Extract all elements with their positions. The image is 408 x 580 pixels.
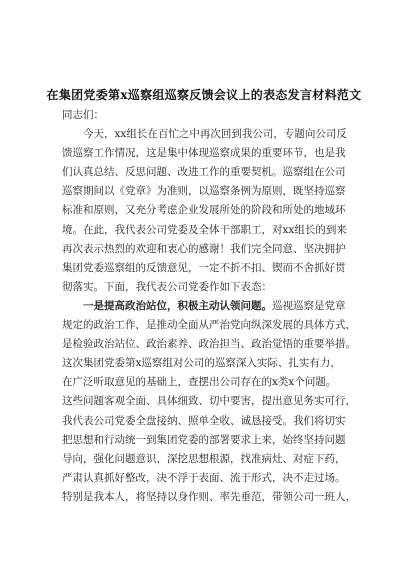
paragraph-line: 我代表公司党委全盘接纳、照单全收、诚恳接受。我们将切实 [62, 414, 346, 427]
document-title: 在集团党委第x巡察组巡察反馈会议上的表态发言材料范文 [46, 88, 362, 102]
paragraph-line: 规定的政治工作，是推动全面从严治党向纵深发展的具体方式， [62, 319, 356, 332]
heading-continuation: 巡视巡察是党章 [272, 299, 346, 312]
salutation: 同志们： [62, 109, 104, 121]
paragraph-line: 这次集团党委第x巡察组对公司的巡察深入实际、扎实有力， [62, 357, 341, 370]
paragraph-line: 集团党委巡察组的反馈意见，一定不折不扣、锲而不舍抓好贯 [62, 261, 346, 274]
paragraph-line: 是检验政治站位、政治素养、政治担当、政治觉悟的重要举措。 [62, 338, 356, 351]
paragraph-line: 今天，xx组长在百忙之中再次回到我公司，专题向公司反 [83, 128, 347, 141]
paragraph-line: 把思想和行动统一到集团党委的部署要求上来，始终坚持问题 [62, 433, 346, 446]
paragraph-line: 标准和原则，又充分考虑企业发展所处的阶段和所处的地域环 [62, 204, 346, 217]
paragraph-line: 在广泛听取意见的基础上，查摆出公司存在的x类x个问题。 [62, 376, 337, 389]
paragraph-line: 严肃认真抓好整改，决不浮于表面、流于形式，决不走过场。 [62, 471, 346, 484]
section-heading: 一是提高政治站位，积极主动认领问题。 [83, 299, 272, 312]
paragraph-line: 巡察期间以《党章》为准则，以巡察条例为原则，既坚持巡察 [62, 185, 346, 198]
paragraph-line: 境。在此，我代表公司党委及全体干部职工，对xx组长的到来 [62, 223, 347, 236]
paragraph-line: 馈巡察工作情况，这是集中体现巡察成果的重要环节，也是我 [62, 147, 346, 160]
paragraph-line: 再次表示热烈的欢迎和衷心的感谢！我们完全同意、坚决拥护 [62, 242, 346, 255]
paragraph-line: 彻落实。下面，我代表公司党委作如下表态： [62, 280, 272, 293]
document-body [62, 106, 362, 507]
paragraph-line: 导向，强化问题意识，深挖思想根源，找准病灶、对症下药， [62, 452, 346, 465]
paragraph-line: 们认真总结、反思问题、改进工作的重要契机。巡察组在公司 [62, 166, 346, 179]
paragraph-line: 特别是我本人，将坚持以身作则、率先垂范，带领公司一班人， [62, 490, 356, 503]
heading-line [62, 297, 362, 316]
paragraph-line: 这些问题客观全面、具体细致、切中要害，提出意见务实可行， [62, 395, 356, 408]
